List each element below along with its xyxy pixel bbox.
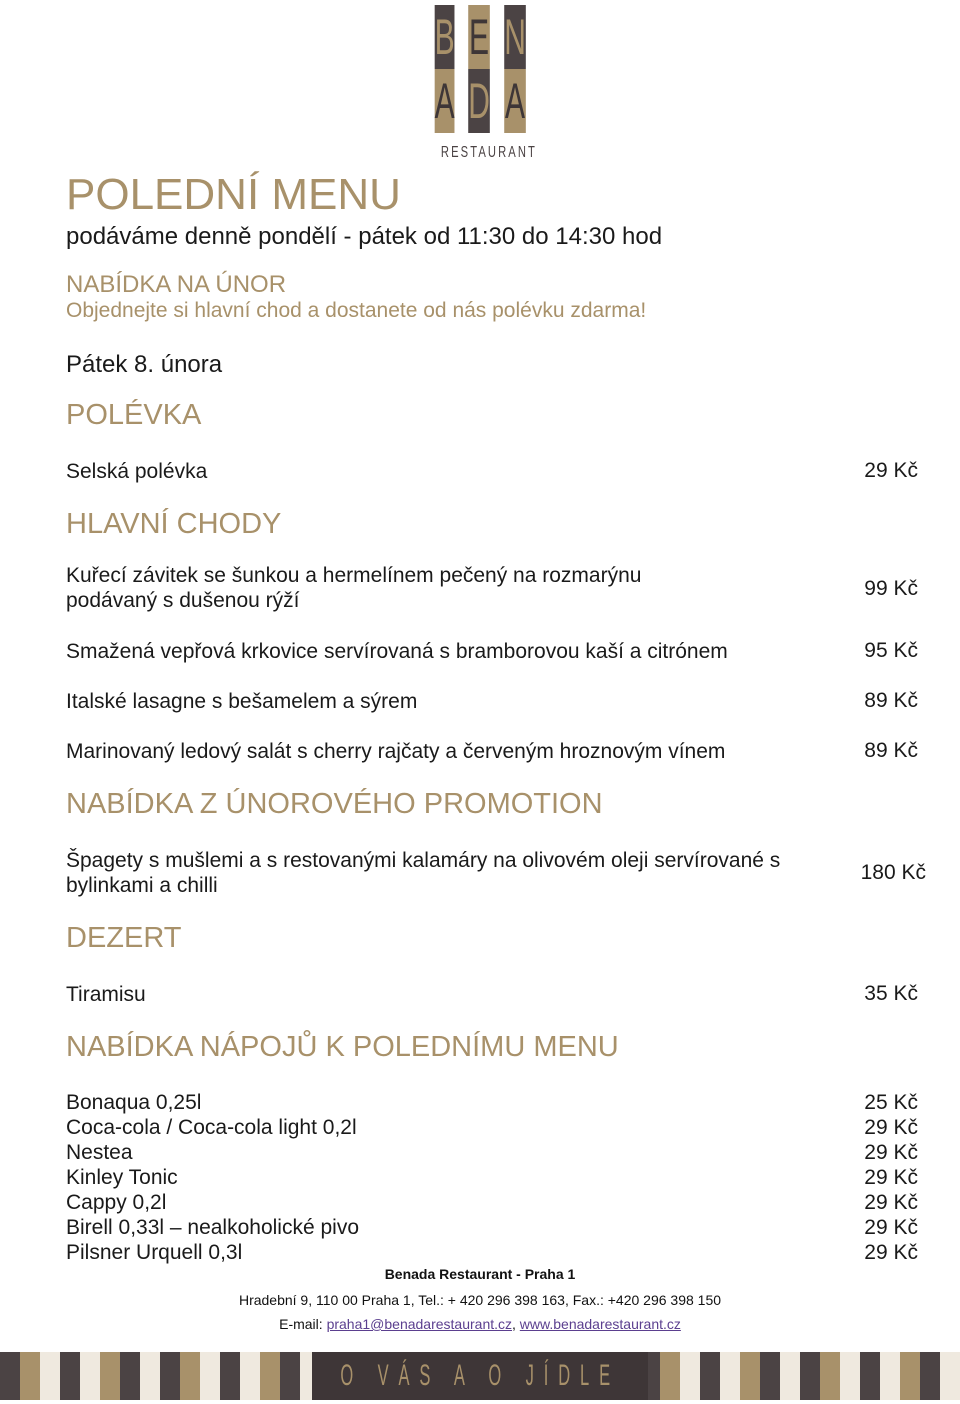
- band-stripe: [100, 1352, 120, 1400]
- menu-item-price: 99 Kč: [864, 577, 918, 600]
- band-stripe: [660, 1352, 680, 1400]
- band-stripe: [200, 1352, 220, 1400]
- band-stripe: [920, 1352, 940, 1400]
- band-stripe: [820, 1352, 840, 1400]
- menu-item-price: 180 Kč: [860, 861, 926, 884]
- logo-letter: A: [505, 69, 527, 133]
- logo-letter: E: [469, 5, 491, 69]
- drink-price: 29 Kč: [864, 1191, 918, 1214]
- serving-hours: podáváme denně pondělí - pátek od 11:30 do 14:30 hod: [66, 223, 663, 250]
- footer-contact: [0, 1316, 960, 1332]
- menu-item: Špagety s mušlemi a s restovanými kalamáry na olivovém oleji servírované s bylinkami a chilli: [66, 849, 781, 897]
- band-label: [312, 1352, 648, 1400]
- drinks-list: [66, 1090, 359, 1265]
- menu-item-price: 95 Kč: [864, 639, 918, 662]
- contact-separator: ,: [512, 1316, 520, 1332]
- band-stripe: [900, 1352, 920, 1400]
- logo-letter: D: [469, 69, 491, 133]
- menu-date: Pátek 8. února: [66, 351, 223, 378]
- logo: [428, 5, 527, 133]
- footer-restaurant-name: Benada Restaurant - Praha 1: [384, 1266, 576, 1282]
- menu-item: Italské lasagne s bešamelem a sýrem: [66, 690, 418, 713]
- band-stripe: [860, 1352, 880, 1400]
- menu-item-price: 89 Kč: [864, 689, 918, 712]
- band-stripe: [940, 1352, 960, 1400]
- logo-subtitle: RESTAURANT: [440, 144, 537, 161]
- band-stripe: [80, 1352, 100, 1400]
- logo-letter: N: [505, 5, 527, 69]
- menu-item: Tiramisu: [66, 983, 146, 1006]
- footer-address: Hradební 9, 110 00 Praha 1, Tel.: + 420 296 398 163, Fax.: +420 296 398 150: [238, 1292, 722, 1308]
- band-stripe: [120, 1352, 140, 1400]
- band-stripe: [740, 1352, 760, 1400]
- band-stripe: [60, 1352, 80, 1400]
- band-stripe: [840, 1352, 860, 1400]
- band-stripe: [260, 1352, 280, 1400]
- drink-price: 29 Kč: [864, 1241, 918, 1264]
- band-stripe: [700, 1352, 720, 1400]
- menu-item-price: 29 Kč: [864, 459, 918, 482]
- menu-item-price: 89 Kč: [864, 739, 918, 762]
- band-stripe: [160, 1352, 180, 1400]
- menu-item: Smažená vepřová krkovice servírovaná s bramborovou kaší a citrónem: [66, 640, 728, 663]
- drink-price: 29 Kč: [864, 1141, 918, 1164]
- band-stripe: [20, 1352, 40, 1400]
- logo-letter: B: [435, 5, 455, 69]
- drink-item: Pilsner Urquell 0,3l: [66, 1241, 243, 1264]
- drink-item: Kinley Tonic: [66, 1166, 178, 1189]
- drink-item: Cappy 0,2l: [66, 1191, 167, 1214]
- offer-text: Objednejte si hlavní chod a dostanete od nás polévku zdarma!: [66, 299, 647, 322]
- section-heading-mains: HLAVNÍ CHODY: [66, 508, 282, 540]
- page-title: POLEDNÍ MENU: [66, 170, 401, 219]
- band-stripe: [40, 1352, 60, 1400]
- drink-item: Nestea: [66, 1141, 133, 1164]
- band-stripe: [180, 1352, 200, 1400]
- section-heading-soup: POLÉVKA: [66, 399, 202, 431]
- email-link[interactable]: praha1@benadarestaurant.cz: [326, 1316, 513, 1332]
- band-stripe: [240, 1352, 260, 1400]
- drink-price: 25 Kč: [864, 1091, 918, 1114]
- drinks-prices: [798, 1090, 918, 1265]
- section-heading-dessert: DEZERT: [66, 922, 182, 954]
- drink-item: Coca-cola / Coca-cola light 0,2l: [66, 1116, 357, 1139]
- band-text: O VÁS A O JÍDLE: [340, 1359, 620, 1392]
- offer-heading: NABÍDKA NA ÚNOR: [66, 271, 287, 298]
- section-heading-drinks: NABÍDKA NÁPOJŮ K POLEDNÍMU MENU: [66, 1031, 619, 1063]
- band-stripe: [760, 1352, 780, 1400]
- band-stripe: [0, 1352, 20, 1400]
- website-link[interactable]: www.benadarestaurant.cz: [519, 1316, 681, 1332]
- band-stripe: [220, 1352, 240, 1400]
- band-stripe: [680, 1352, 700, 1400]
- section-heading-promotion: NABÍDKA Z ÚNOROVÉHO PROMOTION: [66, 788, 603, 820]
- drink-price: 29 Kč: [864, 1116, 918, 1139]
- band-stripe: [140, 1352, 160, 1400]
- menu-item: Selská polévka: [66, 460, 208, 483]
- band-stripe: [780, 1352, 800, 1400]
- menu-item: Kuřecí závitek se šunkou a hermelínem pečený na rozmarýnu podávaný s dušenou rýží: [66, 564, 642, 612]
- drink-item: Birell 0,33l – nealkoholické pivo: [66, 1216, 360, 1239]
- band-stripe: [280, 1352, 300, 1400]
- email-label: E-mail:: [279, 1316, 327, 1332]
- drink-price: 29 Kč: [864, 1216, 918, 1239]
- menu-item-price: 35 Kč: [864, 982, 918, 1005]
- band-stripe: [880, 1352, 900, 1400]
- drink-price: 29 Kč: [864, 1166, 918, 1189]
- band-stripe: [800, 1352, 820, 1400]
- drink-item: Bonaqua 0,25l: [66, 1091, 202, 1114]
- band-stripe: [720, 1352, 740, 1400]
- logo-letter: A: [435, 69, 455, 133]
- menu-item: Marinovaný ledový salát s cherry rajčaty a červeným hroznovým vínem: [66, 740, 726, 763]
